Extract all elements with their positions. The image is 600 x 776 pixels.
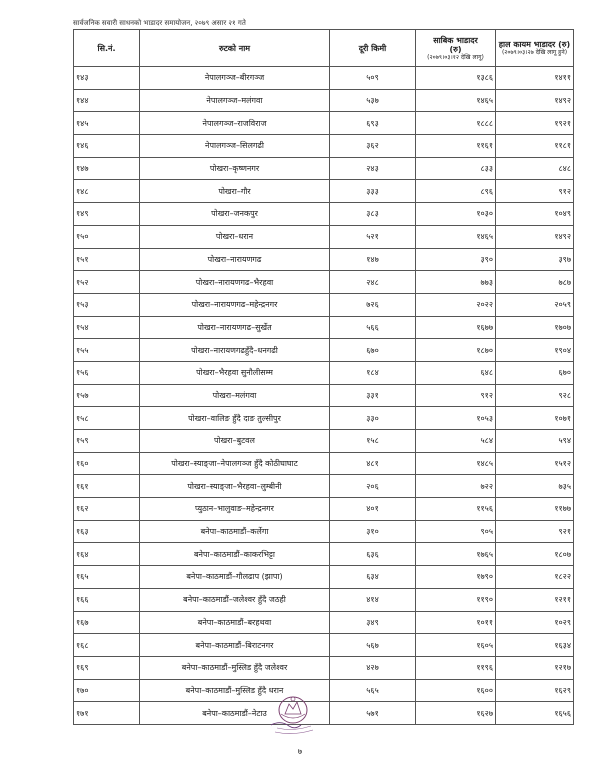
table-row	[74, 316, 574, 339]
table-row	[74, 543, 574, 566]
table-row	[74, 634, 574, 657]
page-number: ७	[297, 747, 303, 756]
cell-route: बनेपा–काठमाडौं–जलेश्वर हुँदै जठही	[140, 588, 330, 611]
table-row	[74, 293, 574, 316]
cell-route: बनेपा–काठमाडौं–नेटाउ	[140, 702, 330, 725]
cell-new-fare: ६७०	[496, 361, 574, 384]
cell-number: १५४	[74, 316, 140, 339]
cell-route: पोखरा–बुटवल	[140, 430, 330, 453]
new-fare-note: (२०७९।०३।२७ देखि लागू हुने)	[501, 49, 568, 56]
cell-old-fare: २०२२	[416, 293, 496, 316]
cell-distance: ६७०	[330, 339, 416, 362]
table-row	[74, 498, 574, 521]
table-row	[74, 588, 574, 611]
cell-distance: ३३३	[330, 180, 416, 203]
col-header-route: रुटको नाम	[140, 30, 330, 67]
cell-number: १४५	[74, 112, 140, 135]
table-row	[74, 271, 574, 294]
table-row	[74, 475, 574, 498]
cell-distance: ५०९	[330, 67, 416, 90]
cell-route: पोखरा–नारायणगढ–भैरहवा	[140, 271, 330, 294]
cell-old-fare: १४६५	[416, 89, 496, 112]
old-fare-note: (२०७९।०३।१२ देखि लागू)	[427, 53, 484, 61]
cell-old-fare: १६७७	[416, 316, 496, 339]
cell-number: १५७	[74, 384, 140, 407]
table-row	[74, 157, 574, 180]
cell-old-fare: ३९०	[416, 248, 496, 271]
cell-number: १५६	[74, 361, 140, 384]
table-row	[74, 67, 574, 90]
cell-new-fare: ११७७	[496, 498, 574, 521]
cell-route: नेपालगञ्ज–मलंगवा	[140, 89, 330, 112]
cell-new-fare: १४९२	[496, 225, 574, 248]
cell-number: १६६	[74, 588, 140, 611]
cell-distance: १४७	[330, 248, 416, 271]
cell-new-fare: १९२१	[496, 112, 574, 135]
cell-distance: ५३७	[330, 89, 416, 112]
table-row	[74, 135, 574, 158]
cell-number: १६२	[74, 498, 140, 521]
cell-distance: ३३०	[330, 407, 416, 430]
cell-new-fare: ५९४	[496, 430, 574, 453]
cell-old-fare: १८८८	[416, 112, 496, 135]
cell-route: पोखरा–नारायणगढ–सुर्खेत	[140, 316, 330, 339]
col-header-distance: दूरी किमी	[330, 30, 416, 67]
cell-distance: ५७१	[330, 702, 416, 725]
cell-old-fare: १०५३	[416, 407, 496, 430]
cell-new-fare: ९२८	[496, 384, 574, 407]
cell-distance: २४३	[330, 157, 416, 180]
cell-route: नेपालगञ्ज–सिलगढी	[140, 135, 330, 158]
cell-old-fare: ९०५	[416, 520, 496, 543]
cell-new-fare: १२११	[496, 588, 574, 611]
cell-distance: ६९३	[330, 112, 416, 135]
cell-route: नेपालगञ्ज–बीरगञ्ज	[140, 67, 330, 90]
table-row	[74, 112, 574, 135]
cell-new-fare: २०५९	[496, 293, 574, 316]
table-row	[74, 89, 574, 112]
cell-route: बनेपा–काठमाडौं–गौलढाप (झापा)	[140, 566, 330, 589]
cell-new-fare: १६५६	[496, 702, 574, 725]
cell-old-fare: १४६५	[416, 225, 496, 248]
cell-new-fare: ८४८	[496, 157, 574, 180]
government-seal-icon	[267, 692, 319, 738]
cell-old-fare: १०३०	[416, 203, 496, 226]
cell-number: १७०	[74, 679, 140, 702]
cell-distance: ३४९	[330, 611, 416, 634]
table-row	[74, 407, 574, 430]
cell-old-fare: ८९६	[416, 180, 496, 203]
page-header: सार्वजनिक सवारी साधनको भाडादर समायोजन, २०७९ असार २१ गते	[73, 19, 246, 27]
cell-route: पोखरा–नारायणगढ–महेन्द्रनगर	[140, 293, 330, 316]
cell-number: १५५	[74, 339, 140, 362]
cell-number: १५९	[74, 430, 140, 453]
cell-route: पोखरा–स्याङ्जा–नेपालगञ्ज हुँदै कोठीघाघाट	[140, 452, 330, 475]
cell-number: १६७	[74, 611, 140, 634]
cell-new-fare: ९१२	[496, 180, 574, 203]
cell-distance: ५६७	[330, 634, 416, 657]
cell-number: १६८	[74, 634, 140, 657]
cell-distance: ४१४	[330, 588, 416, 611]
cell-route: पोखरा–स्याङ्जा–भैरहवा–लुम्बीनी	[140, 475, 330, 498]
cell-distance: ३१०	[330, 520, 416, 543]
cell-new-fare: ११८१	[496, 135, 574, 158]
cell-old-fare: ८३३	[416, 157, 496, 180]
cell-old-fare: १४८५	[416, 452, 496, 475]
cell-old-fare: ११९६	[416, 656, 496, 679]
cell-old-fare: १६००	[416, 679, 496, 702]
cell-new-fare: १८२२	[496, 566, 574, 589]
table-row	[74, 339, 574, 362]
cell-old-fare: ७७३	[416, 271, 496, 294]
cell-distance: १५८	[330, 430, 416, 453]
cell-number: १४८	[74, 180, 140, 203]
cell-number: १४७	[74, 157, 140, 180]
cell-number: १५२	[74, 271, 140, 294]
cell-route: पोखरा–धरान	[140, 225, 330, 248]
cell-route: पोखरा–जनकपुर	[140, 203, 330, 226]
cell-new-fare: १०२९	[496, 611, 574, 634]
cell-distance: ४२७	[330, 656, 416, 679]
cell-route: बनेपा–काठमाडौं–मुस्लिड हुँदै धरान	[140, 679, 330, 702]
col-header-number: सि.नं.	[74, 30, 140, 67]
cell-route: नेपालगञ्ज–राजविराज	[140, 112, 330, 135]
cell-number: १६४	[74, 543, 140, 566]
cell-number: १४६	[74, 135, 140, 158]
cell-distance: ६३६	[330, 543, 416, 566]
cell-distance: २०६	[330, 475, 416, 498]
cell-distance: ५६६	[330, 316, 416, 339]
col-header-old-fare	[416, 30, 496, 67]
cell-new-fare: १९०४	[496, 339, 574, 362]
cell-number: १५८	[74, 407, 140, 430]
cell-old-fare: १६०५	[416, 634, 496, 657]
cell-old-fare: ११६१	[416, 135, 496, 158]
cell-old-fare: १६२७	[416, 702, 496, 725]
new-fare-title: हाल कायम भाडादर (रु)	[498, 40, 571, 49]
cell-route: बनेपा–काठमाडौं–बरहथवा	[140, 611, 330, 634]
cell-number: १५३	[74, 293, 140, 316]
table-row	[74, 225, 574, 248]
fare-table	[73, 29, 574, 725]
cell-route: पोखरा–मलंगवा	[140, 384, 330, 407]
cell-new-fare: १५१२	[496, 452, 574, 475]
cell-old-fare: ६४८	[416, 361, 496, 384]
cell-old-fare: १७६५	[416, 543, 496, 566]
old-fare-unit: (रु)	[449, 44, 462, 54]
cell-distance: ५२१	[330, 225, 416, 248]
cell-distance: ५६५	[330, 679, 416, 702]
cell-distance: ३८३	[330, 203, 416, 226]
table-row	[74, 520, 574, 543]
cell-number: १४९	[74, 203, 140, 226]
table-row	[74, 656, 574, 679]
cell-old-fare: ७२२	[416, 475, 496, 498]
cell-new-fare: ९२१	[496, 520, 574, 543]
table-row	[74, 452, 574, 475]
cell-route: बनेपा–काठमाडौं–कर्लेगा	[140, 520, 330, 543]
cell-route: पोखरा–भैरहवा सुनौलीसम्म	[140, 361, 330, 384]
cell-number: १६५	[74, 566, 140, 589]
cell-route: बनेपा–काठमाडौं–बिराटनगर	[140, 634, 330, 657]
table-row	[74, 702, 574, 725]
table-row	[74, 203, 574, 226]
cell-route: पोखरा–नारायणगढहुँदै–धनगढी	[140, 339, 330, 362]
cell-new-fare: ३९७	[496, 248, 574, 271]
cell-old-fare: ११९०	[416, 588, 496, 611]
cell-new-fare: ७३५	[496, 475, 574, 498]
cell-number: १६०	[74, 452, 140, 475]
cell-new-fare: १०४९	[496, 203, 574, 226]
table-row	[74, 611, 574, 634]
cell-old-fare: १०११	[416, 611, 496, 634]
cell-number: १७१	[74, 702, 140, 725]
table-row	[74, 430, 574, 453]
cell-number: १५१	[74, 248, 140, 271]
table-row	[74, 361, 574, 384]
cell-new-fare: १२१७	[496, 656, 574, 679]
cell-old-fare: ११५६	[416, 498, 496, 521]
cell-new-fare: १६३४	[496, 634, 574, 657]
old-fare-title: साबिक भाडादर	[433, 35, 478, 45]
cell-number: १५०	[74, 225, 140, 248]
cell-old-fare: १८७०	[416, 339, 496, 362]
cell-route: प्युठान–भालुवाङ–महेन्द्रनगर	[140, 498, 330, 521]
cell-number: १६९	[74, 656, 140, 679]
cell-old-fare: ९१२	[416, 384, 496, 407]
cell-route: बनेपा–काठमाडौं–मुस्लिड हुँदै जलेश्वर	[140, 656, 330, 679]
cell-distance: ४०१	[330, 498, 416, 521]
table-header-row	[74, 30, 574, 67]
cell-new-fare: ७८७	[496, 271, 574, 294]
cell-new-fare: १७०७	[496, 316, 574, 339]
cell-route: पोखरा–कृष्णनगर	[140, 157, 330, 180]
cell-route: बनेपा–काठमाडौं–काकरभिट्टा	[140, 543, 330, 566]
cell-number: १६३	[74, 520, 140, 543]
cell-distance: ७२६	[330, 293, 416, 316]
cell-route: पोखरा–वालिङ हुँदै दाङ तुल्सीपुर	[140, 407, 330, 430]
cell-route: पोखरा–नारायणगढ	[140, 248, 330, 271]
cell-distance: ३३१	[330, 384, 416, 407]
cell-distance: १८४	[330, 361, 416, 384]
cell-number: १६१	[74, 475, 140, 498]
cell-number: १४३	[74, 67, 140, 90]
table-row	[74, 180, 574, 203]
cell-new-fare: १४९२	[496, 89, 574, 112]
cell-old-fare: १३८६	[416, 67, 496, 90]
cell-new-fare: १६२९	[496, 679, 574, 702]
table-row	[74, 679, 574, 702]
col-header-new-fare	[496, 30, 574, 67]
cell-distance: ३६२	[330, 135, 416, 158]
cell-new-fare: १४११	[496, 67, 574, 90]
table-body	[74, 67, 574, 725]
cell-route: पोखरा–गौर	[140, 180, 330, 203]
cell-old-fare: १७९०	[416, 566, 496, 589]
cell-old-fare: ५८४	[416, 430, 496, 453]
cell-distance: ६३४	[330, 566, 416, 589]
cell-number: १४४	[74, 89, 140, 112]
cell-distance: ४८१	[330, 452, 416, 475]
cell-new-fare: १०७१	[496, 407, 574, 430]
table-row	[74, 248, 574, 271]
table-row	[74, 384, 574, 407]
cell-new-fare: १८०७	[496, 543, 574, 566]
cell-distance: २४८	[330, 271, 416, 294]
table-row	[74, 566, 574, 589]
